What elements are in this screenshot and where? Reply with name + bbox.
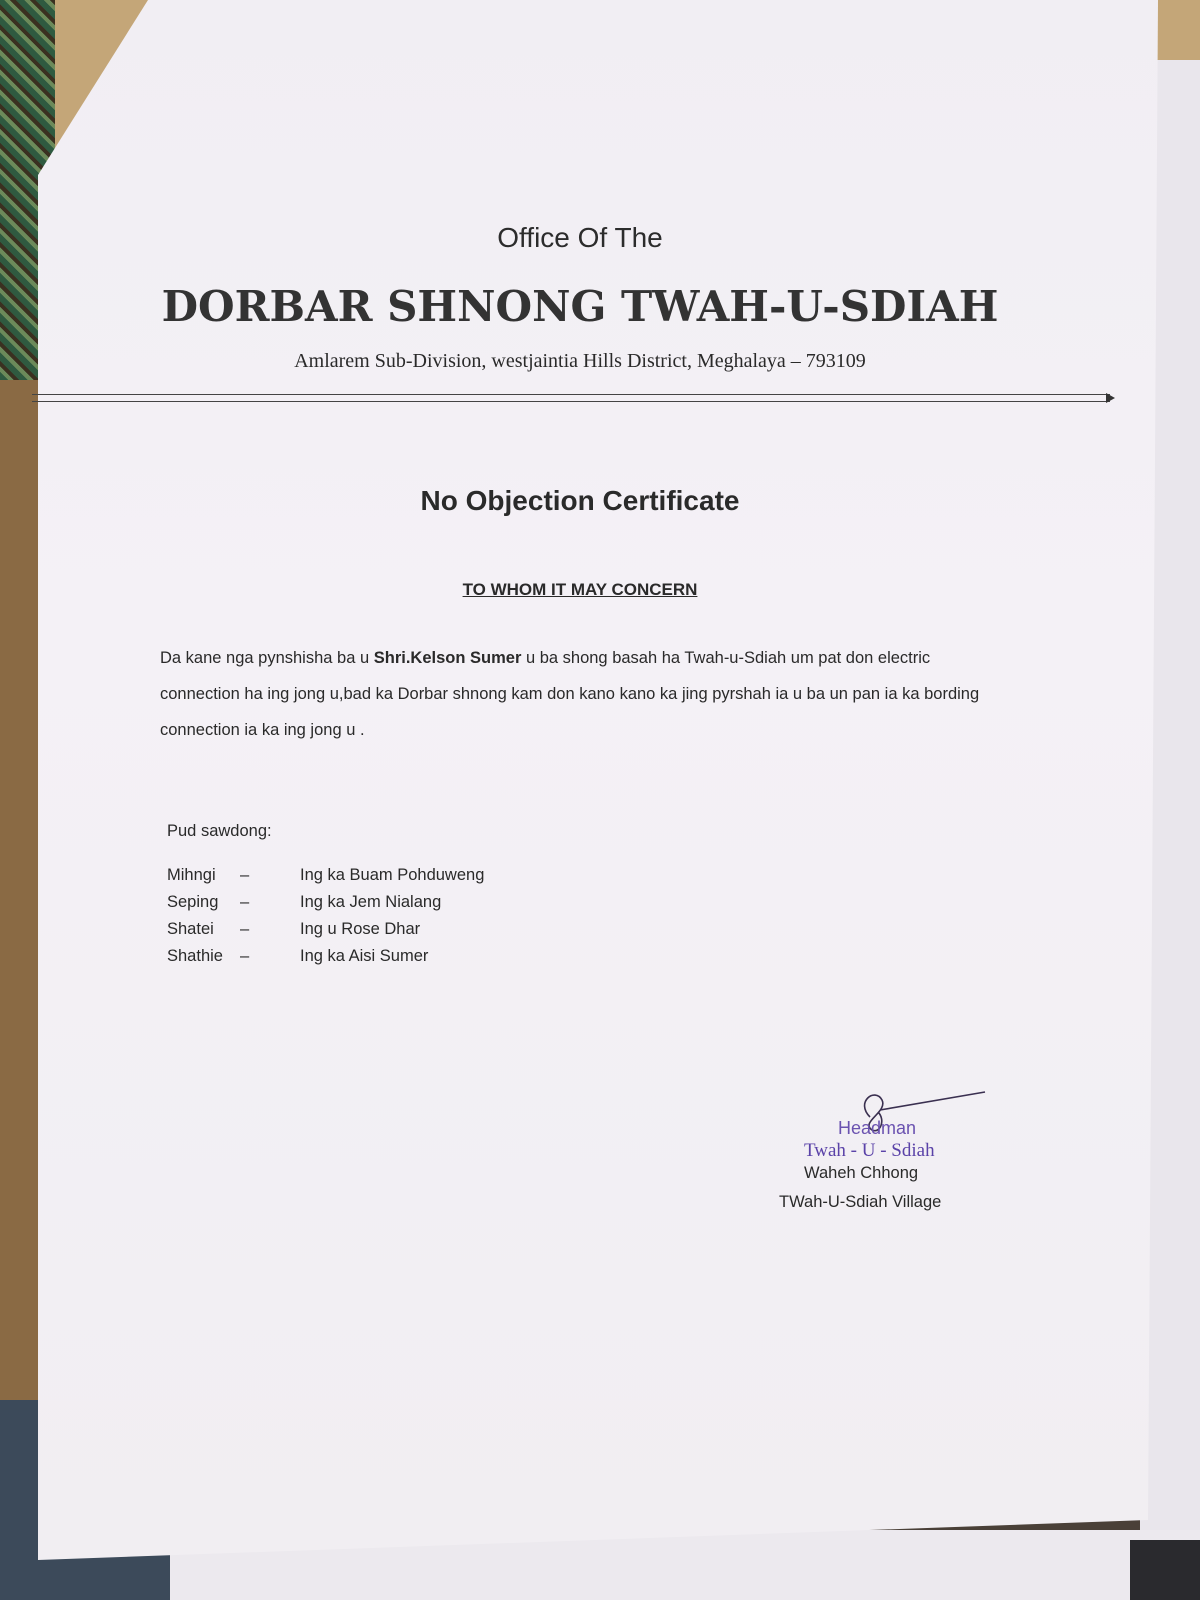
salutation: TO WHOM IT MAY CONCERN — [462, 580, 698, 599]
boundary-direction: Shatei — [167, 920, 214, 938]
organization-name: DORBAR SHNONG TWAH-U-SDIAH — [161, 282, 999, 331]
signer-name: Waheh Chhong — [804, 1164, 919, 1182]
office-heading: Office Of The — [497, 222, 663, 253]
certificate-body — [160, 640, 1010, 748]
boundary-row — [167, 947, 567, 974]
boundary-value: Ing ka Aisi Sumer — [300, 947, 429, 965]
boundary-dash: – — [240, 947, 250, 965]
boundary-value: Ing ka Buam Pohduweng — [300, 866, 485, 884]
organization-address: Amlarem Sub-Division, westjaintia Hills District, Meghalaya – 793109 — [294, 350, 866, 372]
body-text-start: Da kane nga pynshisha ba u — [160, 649, 374, 667]
header-divider-top — [32, 394, 1110, 395]
stamp-title: Headman — [838, 1118, 917, 1138]
boundary-value: Ing ka Jem Nialang — [300, 893, 442, 911]
boundaries-list — [167, 866, 567, 974]
boundary-direction: Mihngi — [167, 866, 216, 884]
boundary-row — [167, 920, 567, 947]
boundary-direction: Shathie — [167, 947, 223, 965]
divider-arrow-icon — [1106, 393, 1115, 403]
boundary-row — [167, 866, 567, 893]
stamp-village: Twah - U - Sdiah — [804, 1140, 935, 1161]
boundaries-label: Pud sawdong: — [167, 822, 272, 840]
applicant-name: Shri.Kelson Sumer — [373, 649, 522, 667]
boundary-direction: Seping — [167, 893, 219, 911]
certificate-title: No Objection Certificate — [420, 485, 740, 516]
signer-village: TWah-U-Sdiah Village — [779, 1193, 942, 1211]
boundary-dash: – — [240, 920, 250, 938]
boundary-row — [167, 893, 567, 920]
body-text-end: u ba shong basah ha Twah-u-Sdiah um pat don electric connection ha ing jong u,bad ka Dorbar shnong kam don kano kano ka jing pyrshah ia u ba un pan ia ka bording connection ia ka ing jong u . — [160, 649, 980, 739]
boundary-dash: – — [240, 866, 250, 884]
header-divider-bottom — [32, 401, 1110, 402]
boundary-dash: – — [240, 893, 250, 911]
boundary-value: Ing u Rose Dhar — [300, 920, 421, 938]
